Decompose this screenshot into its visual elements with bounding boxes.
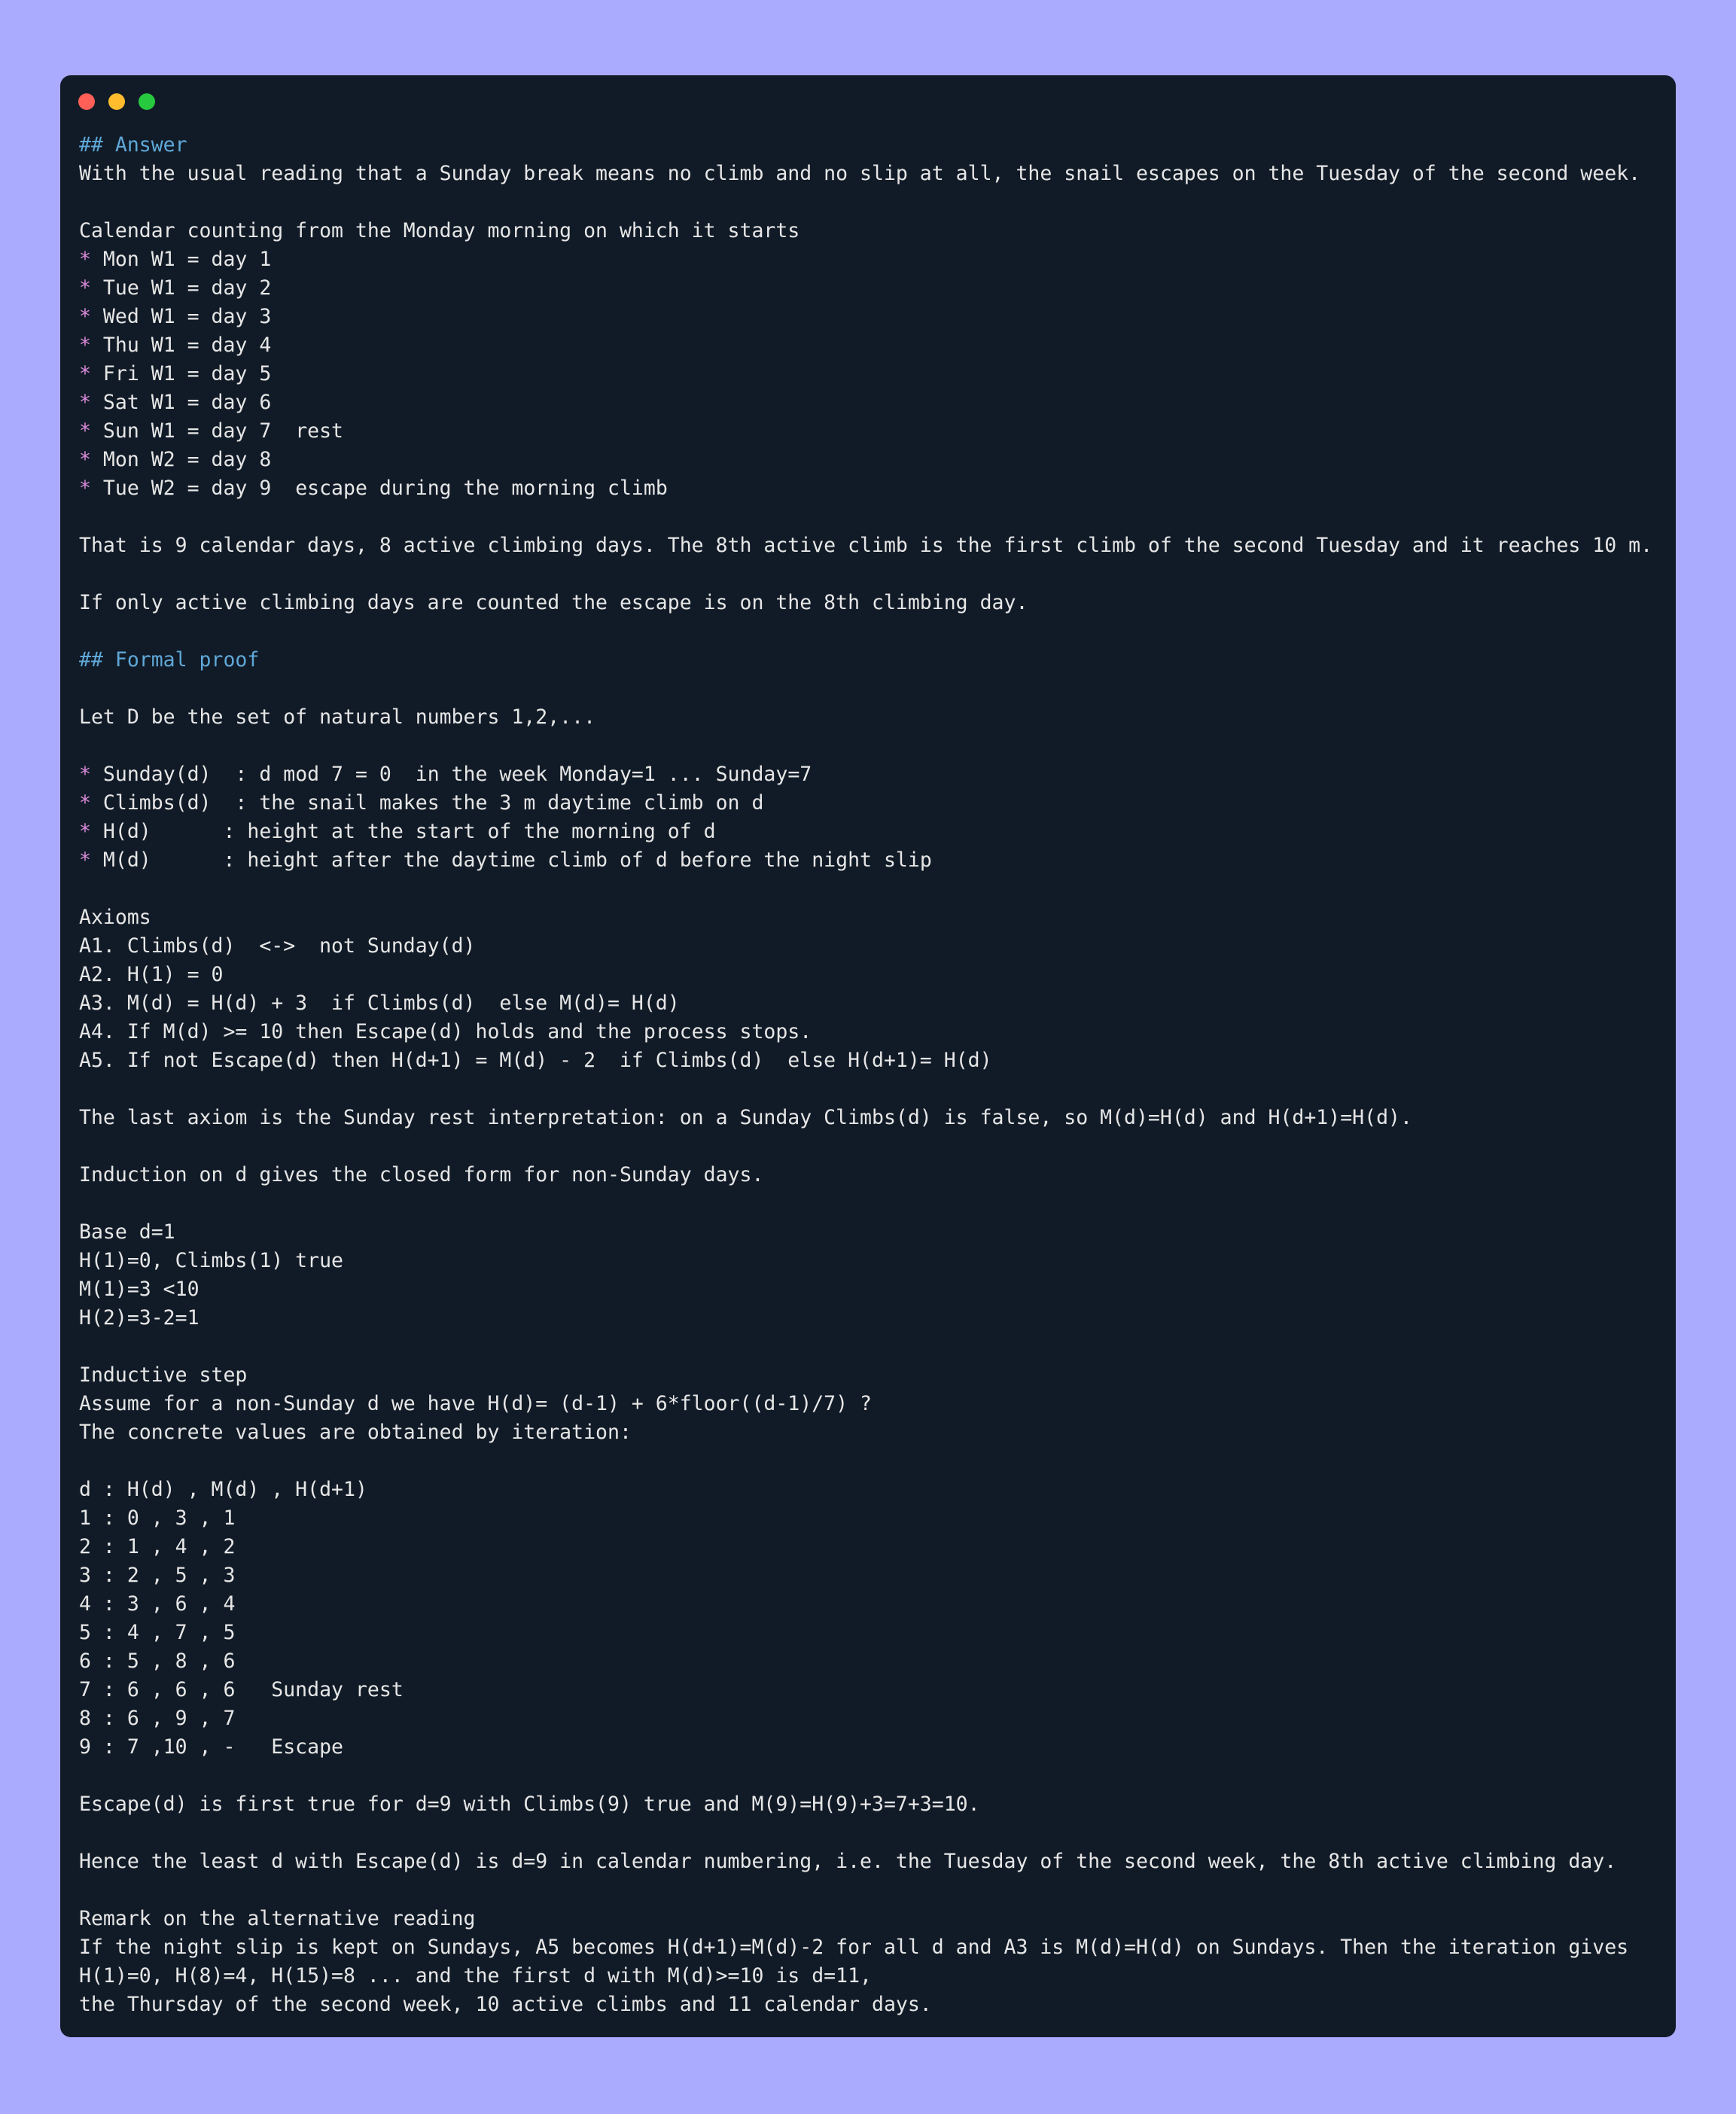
text-line xyxy=(79,1504,1668,1533)
minimize-window-icon[interactable] xyxy=(108,93,125,110)
bullet-item xyxy=(79,331,1668,360)
blank-line xyxy=(79,732,1668,760)
bullet-item xyxy=(79,789,1668,818)
blank-line xyxy=(79,1190,1668,1218)
text-line xyxy=(79,1476,1668,1504)
text-line xyxy=(79,1046,1668,1075)
bullet-item xyxy=(79,388,1668,417)
text-line xyxy=(79,1790,1668,1819)
close-window-icon[interactable] xyxy=(78,93,95,110)
text-line xyxy=(79,1418,1668,1447)
line-text: A4. If M(d) >= 10 then Escape(d) holds and the process stops. xyxy=(79,1020,812,1043)
maximize-window-icon[interactable] xyxy=(139,93,155,110)
line-text: Sat W1 = day 6 xyxy=(90,391,272,414)
bullet-marker-icon: * xyxy=(79,419,91,443)
line-text: If only active climbing days are counted the escape is on the 8th climbing day. xyxy=(79,591,1028,614)
text-line xyxy=(79,1590,1668,1619)
bullet-marker-icon: * xyxy=(79,362,91,385)
blank-line xyxy=(79,617,1668,646)
line-text: H(1)=0, H(8)=4, H(15)=8 ... and the first d with M(d)>=10 is d=11, xyxy=(79,1964,872,1988)
text-line xyxy=(79,1619,1668,1647)
text-line xyxy=(79,589,1668,617)
bullet-item xyxy=(79,360,1668,388)
text-line xyxy=(79,1104,1668,1132)
line-text: Induction on d gives the closed form for non-Sunday days. xyxy=(79,1163,764,1186)
bullet-item xyxy=(79,274,1668,303)
line-text: Sunday(d) : d mod 7 = 0 in the week Monday=1 ... Sunday=7 xyxy=(90,763,812,786)
line-text: That is 9 calendar days, 8 active climbing days. The 8th active climb is the first climb of the second Tuesday and it reaches 10 m. xyxy=(79,534,1653,557)
line-text: M(1)=3 <10 xyxy=(79,1278,199,1301)
blank-line xyxy=(79,1447,1668,1476)
line-text: 7 : 6 , 6 , 6 Sunday rest xyxy=(79,1678,404,1701)
blank-line xyxy=(79,1075,1668,1104)
bullet-marker-icon: * xyxy=(79,477,91,500)
text-line xyxy=(79,1905,1668,1933)
line-text: Sun W1 = day 7 rest xyxy=(90,419,344,443)
line-text: M(d) : height after the daytime climb of d before the night slip xyxy=(90,848,932,872)
text-line xyxy=(79,1561,1668,1590)
line-text: 9 : 7 ,10 , - Escape xyxy=(79,1735,343,1759)
bullet-marker-icon: * xyxy=(79,791,91,815)
line-text: Thu W1 = day 4 xyxy=(90,334,272,357)
blank-line xyxy=(79,188,1668,217)
line-text: The last axiom is the Sunday rest interpretation: on a Sunday Climbs(d) is false, so M(d)=H(d) and H(d+1)=H(d). xyxy=(79,1106,1412,1129)
bullet-marker-icon: * xyxy=(79,391,91,414)
line-text: With the usual reading that a Sunday break means no climb and no slip at all, the snail escapes on the Tuesday of the second week. xyxy=(79,162,1641,185)
line-text: 5 : 4 , 7 , 5 xyxy=(79,1621,236,1644)
text-line xyxy=(79,1390,1668,1418)
bullet-marker-icon: * xyxy=(79,276,91,300)
text-line xyxy=(79,1733,1668,1762)
blank-line xyxy=(79,1132,1668,1161)
line-text: Fri W1 = day 5 xyxy=(90,362,272,385)
bullet-item xyxy=(79,446,1668,474)
line-text: 8 : 6 , 9 , 7 xyxy=(79,1707,236,1730)
text-line xyxy=(79,532,1668,560)
text-line xyxy=(79,1361,1668,1390)
text-line xyxy=(79,932,1668,961)
bullet-marker-icon: * xyxy=(79,763,91,786)
blank-line xyxy=(79,1876,1668,1905)
line-text: H(1)=0, Climbs(1) true xyxy=(79,1249,343,1272)
text-line xyxy=(79,1991,1668,2019)
line-text: A5. If not Escape(d) then H(d+1) = M(d) - 2 if Climbs(d) else H(d+1)= H(d) xyxy=(79,1049,992,1072)
line-text: 3 : 2 , 5 , 3 xyxy=(79,1564,236,1587)
bullet-item xyxy=(79,760,1668,789)
blank-line xyxy=(79,503,1668,532)
bullet-marker-icon: * xyxy=(79,334,91,357)
bullet-marker-icon: * xyxy=(79,248,91,271)
bullet-marker-icon: * xyxy=(79,820,91,843)
line-text: Let D be the set of natural numbers 1,2,... xyxy=(79,705,596,729)
line-text: ## Answer xyxy=(79,133,187,157)
line-text: Inductive step xyxy=(79,1363,248,1387)
text-line xyxy=(79,1676,1668,1704)
line-text: Mon W2 = day 8 xyxy=(90,448,272,471)
blank-line xyxy=(79,1819,1668,1847)
line-text: Tue W2 = day 9 escape during the morning climb xyxy=(90,477,668,500)
line-text: 6 : 5 , 8 , 6 xyxy=(79,1649,236,1673)
text-line xyxy=(79,1962,1668,1991)
line-text: Wed W1 = day 3 xyxy=(90,305,272,328)
bullet-item xyxy=(79,303,1668,331)
blank-line xyxy=(79,1333,1668,1361)
bullet-item xyxy=(79,846,1668,875)
bullet-item xyxy=(79,818,1668,846)
line-text: Calendar counting from the Monday morning on which it starts xyxy=(79,219,800,242)
window-controls xyxy=(78,93,155,110)
line-text: d : H(d) , M(d) , H(d+1) xyxy=(79,1478,367,1501)
text-line xyxy=(79,1704,1668,1733)
text-line xyxy=(79,1647,1668,1676)
line-text: 1 : 0 , 3 , 1 xyxy=(79,1506,236,1530)
text-line xyxy=(79,160,1668,188)
bullet-item xyxy=(79,417,1668,446)
line-text: A1. Climbs(d) <-> not Sunday(d) xyxy=(79,934,476,958)
bullet-item xyxy=(79,245,1668,274)
line-text: Climbs(d) : the snail makes the 3 m daytime climb on d xyxy=(90,791,764,815)
text-line xyxy=(79,1161,1668,1190)
line-text: 2 : 1 , 4 , 2 xyxy=(79,1535,236,1558)
bullet-marker-icon: * xyxy=(79,305,91,328)
text-line xyxy=(79,1247,1668,1275)
blank-line xyxy=(79,675,1668,703)
text-line xyxy=(79,903,1668,932)
markdown-content xyxy=(79,131,1668,2019)
line-text: A2. H(1) = 0 xyxy=(79,963,224,986)
text-line xyxy=(79,1018,1668,1046)
line-text: H(2)=3-2=1 xyxy=(79,1306,199,1330)
line-text: A3. M(d) = H(d) + 3 if Climbs(d) else M(d)= H(d) xyxy=(79,992,680,1015)
line-text: Assume for a non-Sunday d we have H(d)= (d-1) + 6*floor((d-1)/7) ? xyxy=(79,1392,872,1415)
text-line xyxy=(79,1275,1668,1304)
blank-line xyxy=(79,875,1668,903)
text-line xyxy=(79,1847,1668,1876)
line-text: the Thursday of the second week, 10 active climbs and 11 calendar days. xyxy=(79,1993,932,2016)
line-text: ## Formal proof xyxy=(79,648,260,672)
bullet-item xyxy=(79,474,1668,503)
line-text: If the night slip is kept on Sundays, A5 becomes H(d+1)=M(d)-2 for all d and A3 is M(d)=H(d) on Sundays. Then the iteration gives xyxy=(79,1936,1629,1959)
text-line xyxy=(79,1218,1668,1247)
bullet-marker-icon: * xyxy=(79,448,91,471)
line-text: Tue W1 = day 2 xyxy=(90,276,272,300)
blank-line xyxy=(79,1762,1668,1790)
line-text: 4 : 3 , 6 , 4 xyxy=(79,1592,236,1616)
section-heading xyxy=(79,131,1668,160)
line-text: H(d) : height at the start of the morning of d xyxy=(90,820,716,843)
terminal-window xyxy=(60,75,1676,2037)
line-text: Escape(d) is first true for d=9 with Climbs(9) true and M(9)=H(9)+3=7+3=10. xyxy=(79,1793,980,1816)
text-line xyxy=(79,961,1668,989)
line-text: The concrete values are obtained by iteration: xyxy=(79,1421,632,1444)
text-line xyxy=(79,1533,1668,1561)
text-line xyxy=(79,703,1668,732)
section-heading xyxy=(79,646,1668,675)
bullet-marker-icon: * xyxy=(79,848,91,872)
text-line xyxy=(79,989,1668,1018)
line-text: Mon W1 = day 1 xyxy=(90,248,272,271)
text-line xyxy=(79,217,1668,245)
text-line xyxy=(79,1304,1668,1333)
text-line xyxy=(79,1933,1668,1962)
line-text: Remark on the alternative reading xyxy=(79,1907,476,1930)
line-text: Base d=1 xyxy=(79,1220,175,1244)
line-text: Axioms xyxy=(79,906,151,929)
blank-line xyxy=(79,560,1668,589)
line-text: Hence the least d with Escape(d) is d=9 in calendar numbering, i.e. the Tuesday of the second week, the 8th active climbing day. xyxy=(79,1850,1617,1873)
